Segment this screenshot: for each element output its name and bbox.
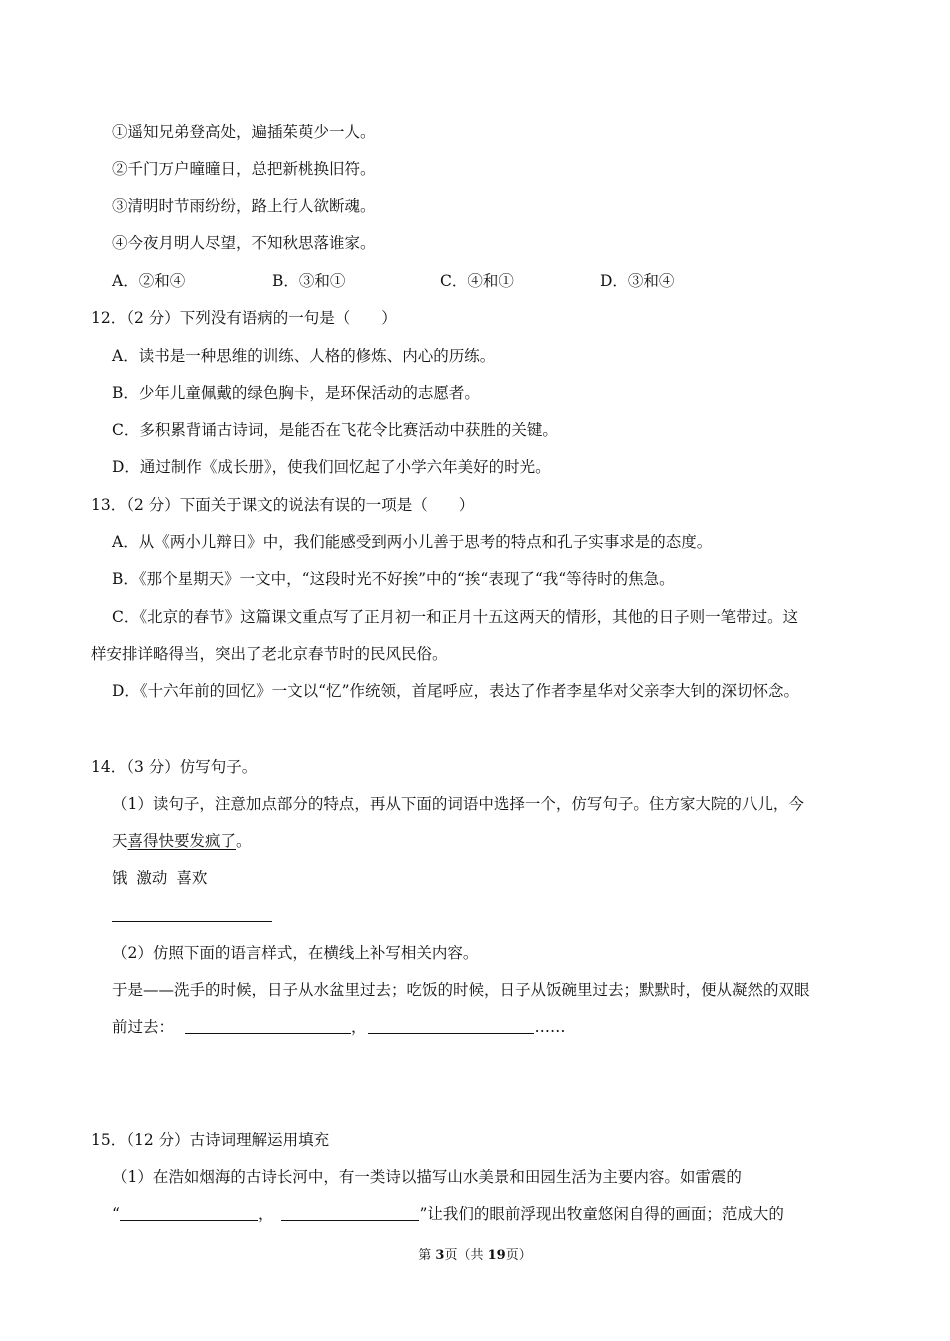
q15-line2 (112, 1204, 784, 1224)
q14-text-pre: 天 (112, 832, 128, 850)
q14-part2-sep: ， (350, 1018, 367, 1036)
q12-option-d[interactable]: D．通过制作《成长册》，使我们回忆起了小学六年美好的时光。 (112, 458, 551, 476)
q14-part2-line3 (112, 1017, 565, 1037)
footer-page-number: 3 (435, 1248, 445, 1263)
q13-option-d[interactable]: D．《十六年前的回忆》一文以“忆”作统领，首尾呼应，表达了作者李星华对父亲李大钊的深切怀念。 (112, 682, 800, 700)
q15-open-quote: “ (112, 1205, 120, 1223)
q13-option-a[interactable]: A．从《两小儿辩日》中，我们能感受到两小儿善于思考的特点和孔子实事求是的态度。 (112, 533, 713, 551)
poem-line-2: ②千门万户曈曈日，总把新桃换旧符。 (112, 160, 376, 178)
q14-stem: 14．（3 分）仿写句子。 (91, 758, 258, 776)
q14-part1-line1: （1）读句子，注意加点部分的特点，再从下面的词语中选择一个，仿写句子。住方家大院的八儿，今 (112, 795, 804, 813)
q11-option-a[interactable]: A．②和④ (112, 272, 186, 290)
q14-part1-answer-line[interactable] (112, 905, 272, 925)
poem-line-1: ①遥知兄弟登高处，遍插茱萸少一人。 (112, 123, 376, 141)
page-footer (0, 1244, 950, 1263)
q15-blank-2[interactable] (281, 1204, 419, 1221)
q11-option-c[interactable]: C．④和① (440, 272, 514, 290)
q13-option-b[interactable]: B．《那个星期天》一文中，“这段时光不好挨”中的“挨“表现了“我“等待时的焦急。 (112, 570, 675, 588)
q12-stem: 12．（2 分）下列没有语病的一句是（ ） (91, 309, 397, 327)
q13-stem: 13．（2 分）下面关于课文的说法有误的一项是（ ） (91, 496, 475, 514)
q13-option-c-line1[interactable]: C．《北京的春节》这篇课文重点写了正月初一和正月十五这两天的情形，其他的日子则一笔带过。这 (112, 608, 799, 626)
q13-option-c-line2: 样安排详略得当，突出了老北京春节时的民风民俗。 (91, 645, 448, 663)
q14-word-choices: 饿 激动 喜欢 (112, 869, 208, 887)
q12-option-c[interactable]: C．多积累背诵古诗词，是能否在飞花令比赛活动中获胜的关键。 (112, 421, 558, 439)
q15-blank-1[interactable] (120, 1204, 258, 1221)
q11-option-b[interactable]: B．③和① (272, 272, 346, 290)
q14-part1-line2 (112, 831, 252, 851)
q12-option-a[interactable]: A．读书是一种思维的训练、人格的修炼、内心的历练。 (112, 347, 496, 365)
poem-line-3: ③清明时节雨纷纷，路上行人欲断魂。 (112, 197, 376, 215)
q14-emphasized-phrase: 喜得快要发疯了 (127, 832, 237, 850)
poem-line-4: ④今夜月明人尽望，不知秋思落谁家。 (112, 234, 376, 252)
q14-part2-line1: （2）仿照下面的语言样式，在横线上补写相关内容。 (112, 944, 479, 962)
footer-total-pages: 19 (487, 1248, 506, 1263)
q14-part2-end: …… (534, 1018, 566, 1036)
q14-part2-pre: 前过去： (112, 1018, 175, 1036)
q11-option-d[interactable]: D．③和④ (600, 272, 675, 290)
q14-blank-1[interactable] (185, 1017, 351, 1034)
footer-post: 页） (505, 1248, 532, 1263)
q12-option-b[interactable]: B．少年儿童佩戴的绿色胸卡，是环保活动的志愿者。 (112, 384, 480, 402)
q14-text-post: 。 (236, 832, 252, 850)
q14-blank-2[interactable] (368, 1017, 534, 1034)
footer-pre: 第 (418, 1248, 436, 1263)
footer-mid: 页（共 (444, 1248, 488, 1263)
q14-part2-line2: 于是——洗手的时候，日子从水盆里过去；吃饭的时候，日子从饭碗里过去；默默时，便从凝然的双眼 (112, 981, 810, 999)
q15-stem: 15．（12 分）古诗词理解运用填充 (91, 1131, 330, 1149)
q15-sep: ， (257, 1205, 274, 1223)
q15-line2-rest: ”让我们的眼前浮现出牧童悠闲自得的画面；范成大的 (419, 1205, 784, 1223)
q15-line1: （1）在浩如烟海的古诗长河中，有一类诗以描写山水美景和田园生活为主要内容。如雷震的 (112, 1168, 742, 1186)
